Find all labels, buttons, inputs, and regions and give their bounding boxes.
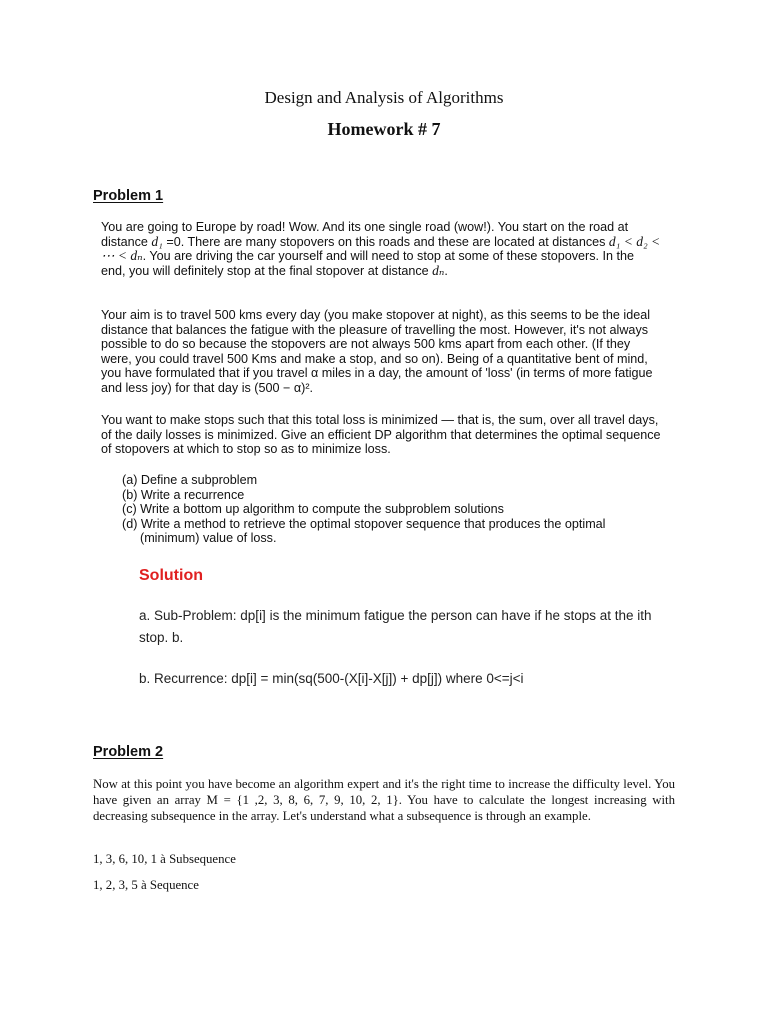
intro-text-3: . You are driving the car yourself and will need to stop at some of these stopovers. In the end, you will definitely stop at the final stopover at distance (101, 249, 635, 278)
distance-sequence: d₁ < d₂ < ⋯ < dₙ (101, 233, 661, 264)
task-item-d: (d) Write a method to retrieve the optimal stopover sequence that produces the optimal (minimum) value of loss. (122, 516, 606, 546)
d1-symbol: d₁ (151, 233, 163, 249)
problem-1-intro (101, 220, 661, 278)
subsequence-example: 1, 3, 6, 10, 1 à Subsequence (93, 852, 236, 866)
solution-part-b: b. Recurrence: dp[i] = min(sq(500-(X[i]-X[j]) + dp[j]) where 0<=j<i (139, 671, 524, 686)
task-list (122, 473, 662, 546)
task-item-b: (b) Write a recurrence (122, 487, 245, 502)
intro-text-2: =0. There are many stopovers on this roads and these are located at distances (162, 234, 609, 249)
intro-text-1: You are going to Europe by road! Wow. And its one single road (wow!). You start on the road at distance (101, 220, 629, 249)
solution-part-a: a. Sub-Problem: dp[i] is the minimum fatigue the person can have if he stops at the ith stop. b. (139, 608, 652, 645)
intro-text-4: . (444, 263, 448, 278)
solution-heading: Solution (139, 567, 203, 584)
problem-1-heading: Problem 1 (93, 188, 164, 204)
homework-title: Homework # 7 (327, 119, 441, 139)
problem-1-aim: Your aim is to travel 500 kms every day (you make stopover at night), as this seems to be the ideal distance that balances the fatigue with the pleasure of travelling the most. However, it's not always possible to do so because the stopovers are not always 500 kms apart from each other. (If they were, you could travel 500 Kms and make a stop, and so on). Being of a quantitative bent of mind, you have formulated that if you travel α miles in a day, the amount of 'loss' (in terms of more fatigue and less joy) for that day is (500 − α)². (101, 308, 653, 395)
problem-1-objective: You want to make stops such that this total loss is minimized — that is, the sum, over all travel days, of the daily losses is minimized. Give an efficient DP algorithm that determines the optimal sequence of stopovers at which to stop so as to minimize loss. (101, 413, 661, 457)
dn-symbol: dₙ (432, 262, 445, 278)
task-item-c: (c) Write a bottom up algorithm to compute the subproblem solutions (122, 502, 504, 517)
sequence-example: 1, 2, 3, 5 à Sequence (93, 878, 199, 892)
course-title: Design and Analysis of Algorithms (264, 88, 504, 107)
problem-2-description: Now at this point you have become an algorithm expert and it's the right time to increase the difficulty level. You have given an array M = {1 ,2, 3, 8, 6, 7, 9, 10, 2, 1}. You have to calculate the longest increasing with decreasing subsequence in the array. Let's understand what a subsequence is through an example. (93, 777, 675, 824)
problem-2-heading: Problem 2 (93, 744, 164, 760)
task-item-a: (a) Define a subproblem (122, 473, 258, 487)
